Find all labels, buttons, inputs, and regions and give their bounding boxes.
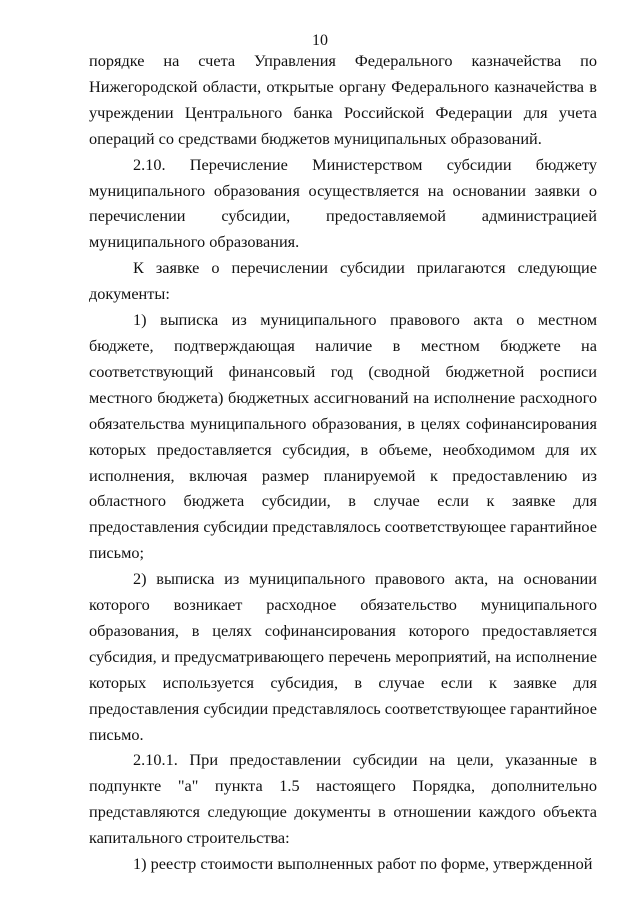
document-body (89, 48, 597, 877)
paragraph-2-10: 2.10. Перечисление Министерством субсидии бюджету муниципального образования осуществляется на основании заявки о перечислении субсидии, предоставляемой администрацией муниципального образования. (89, 154, 597, 252)
paragraph-attachments-intro: К заявке о перечислении субсидии прилагаются следующие документы: (89, 258, 597, 304)
paragraph-item-2: 2) выписка из муниципального правового акта, на основании которого возникает расходное обязательство муниципального образования, в целях софинансирования которого предоставляется субсидия, и предусматривающего перечень мероприятий, на исполнение которых используется субсидия, в случае если к заявке для предоставления субсидии представлялось соответствующее гарантийное письмо. (89, 569, 597, 744)
page-number: 10 (312, 32, 328, 49)
paragraph-continuation: порядке на счета Управления Федерального казначейства по Нижегородской области, открытые органу Федерального казначейства в учреждении Центрального банка Российской Федерации для учета операций со средствами бюджетов муниципальных образований. (89, 51, 597, 148)
paragraph-2-10-1: 2.10.1. При предоставлении субсидии на цели, указанные в подпункте "а" пункта 1.5 настоящего Порядка, дополнительно представляются следующие документы в отношении каждого объекта капитального строительства: (89, 750, 597, 848)
paragraph-registry-item: 1) реестр стоимости выполненных работ по форме, утвержденной (133, 854, 593, 874)
paragraph-item-1: 1) выписка из муниципального правового акта о местном бюджете, подтверждающая наличие в местном бюджете на соответствующий финансовый год (сводной бюджетной росписи местного бюджета) бюджетных ассигнований на исполнение расходного обязательства муниципального образования, в целях софинансирования которых предоставляется субсидия, в объеме, необходимом для их исполнения, включая размер планируемой к предоставлению из областного бюджета субсидии, в случае если к заявке для предоставления субсидии представлялось соответствующее гарантийное письмо; (89, 310, 597, 563)
